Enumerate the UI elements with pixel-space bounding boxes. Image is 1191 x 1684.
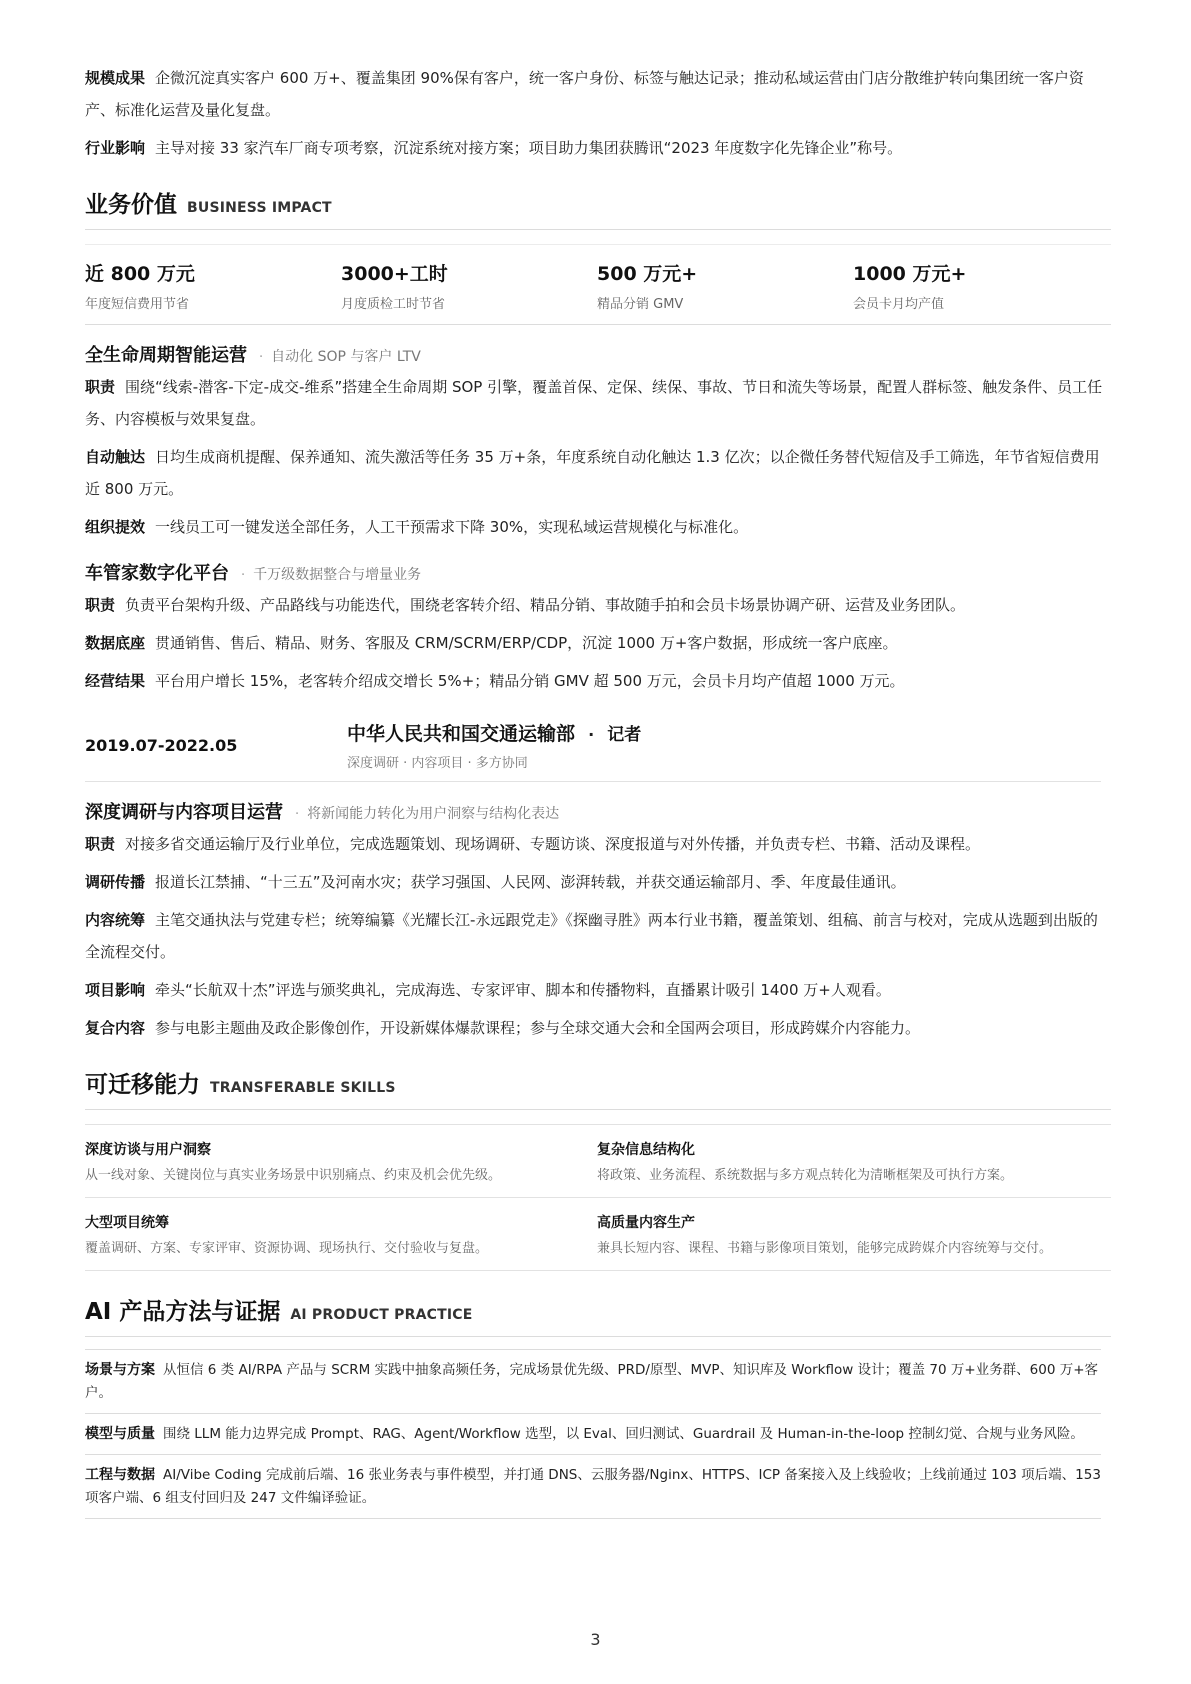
separator-dot: · <box>588 725 595 744</box>
item-label: 职责 <box>85 596 116 614</box>
item-label: 内容统筹 <box>85 911 146 929</box>
subsection-title-platform <box>85 559 1111 585</box>
research-item <box>85 828 1111 860</box>
industry-impact <box>85 132 1111 164</box>
subsection-desc: 千万级数据整合与增量业务 <box>253 567 422 583</box>
subsection-title-research <box>85 798 1111 824</box>
item-label: 调研传播 <box>85 873 146 891</box>
subsection-title-lifecycle <box>85 341 1111 367</box>
item-label: 数据底座 <box>85 634 146 652</box>
item-label: 行业影响 <box>85 139 146 157</box>
skill-desc: 兼具长短内容、课程、书籍与影像项目策划，能够完成跨媒介内容统筹与交付。 <box>597 1241 1053 1256</box>
section-title-en: BUSINESS IMPACT <box>187 200 332 216</box>
subsection-title: 全生命周期智能运营 <box>85 345 247 366</box>
item-text: 围绕“线索-潜客-下定-成交-维系”搭建全生命周期 SOP 引擎，覆盖首保、定保、续保、事故、节日和流失等场景，配置人群标签、触发条件、员工任务、内容模板与效果复盘。 <box>85 378 1103 428</box>
item-text: 平台用户增长 15%，老客转介绍成交增长 5%+；精品分销 GMV 超 500 万元，会员卡月均产值超 1000 万元。 <box>155 672 905 690</box>
metric-caption: 月度质检工时节省 <box>341 297 446 312</box>
metric-card <box>853 261 1109 312</box>
section-title-en: AI PRODUCT PRACTICE <box>290 1307 473 1323</box>
item-label: 组织提效 <box>85 518 146 536</box>
research-item <box>85 1012 1111 1044</box>
job-date: 2019.07-2022.05 <box>85 735 238 755</box>
item-text: 主导对接 33 家汽车厂商专项考察，沉淀系统对接方案；项目助力集团获腾讯“2023 年度数字化先锋企业”称号。 <box>155 139 903 157</box>
lifecycle-item <box>85 371 1111 435</box>
item-label: 场景与方案 <box>85 1362 155 1378</box>
item-text: 对接多省交通运输厅及行业单位，完成选题策划、现场调研、专题访谈、深度报道与对外传播，并负责专栏、书籍、活动及课程。 <box>125 835 981 853</box>
skill-desc: 覆盖调研、方案、专家评审、资源协调、现场执行、交付验收与复盘。 <box>85 1241 489 1256</box>
metric-value: 近 800 万元 <box>85 263 195 285</box>
skill-title: 高质量内容生产 <box>597 1215 695 1231</box>
research-item <box>85 904 1111 968</box>
item-label: 职责 <box>85 378 116 396</box>
item-text: 报道长江禁捕、“十三五”及河南水灾；获学习强国、人民网、澎湃转载，并获交通运输部月、季、年度最佳通讯。 <box>155 873 906 891</box>
metric-caption: 会员卡月均产值 <box>853 297 945 312</box>
scale-result <box>85 62 1111 126</box>
ai-item <box>85 1414 1101 1455</box>
item-text: 一线员工可一键发送全部任务，人工干预需求下降 30%，实现私域运营规模化与标准化。 <box>155 518 749 536</box>
page-number: 3 <box>590 1630 601 1649</box>
metric-caption: 精品分销 GMV <box>597 297 684 312</box>
item-text: 贯通销售、售后、精品、财务、客服及 CRM/SCRM/ERP/CDP，沉淀 1000 万+客户数据，形成统一客户底座。 <box>155 634 898 652</box>
section-title-business <box>85 186 1111 230</box>
skill-title: 大型项目统筹 <box>85 1215 169 1231</box>
item-label: 复合内容 <box>85 1019 146 1037</box>
item-label: 项目影响 <box>85 981 146 999</box>
page-content <box>85 62 1111 1519</box>
section-title-en: TRANSFERABLE SKILLS <box>210 1080 396 1096</box>
item-text: 牵头“长航双十杰”评选与颁奖典礼，完成海选、专家评审、脚本和传播物料，直播累计吸引 1400 万+人观看。 <box>155 981 891 999</box>
section-title-zh: AI 产品方法与证据 <box>85 1299 281 1325</box>
item-text: 参与电影主题曲及政企影像创作，开设新媒体爆款课程；参与全球交通大会和全国两会项目，形成跨媒介内容能力。 <box>155 1019 921 1037</box>
item-text: 围绕 LLM 能力边界完成 Prompt、RAG、Agent/Workflow 选型，以 Eval、回归测试、Guardrail 及 Human-in-the-loop 控制幻觉、合规与业务风险。 <box>163 1426 1084 1442</box>
section-title-ai <box>85 1293 1111 1337</box>
metric-card <box>85 261 341 312</box>
separator-dot: · <box>295 807 300 822</box>
subsection-desc: 将新闻能力转化为用户洞察与结构化表达 <box>307 806 560 822</box>
skill-card <box>597 1125 1111 1198</box>
item-label: 职责 <box>85 835 116 853</box>
item-text: 负责平台架构升级、产品路线与功能迭代，围绕老客转介绍、精品分销、事故随手拍和会员卡场景协调产研、运营及业务团队。 <box>125 596 966 614</box>
job-tags: 深度调研 · 内容项目 · 多方协同 <box>347 756 528 771</box>
skill-card <box>85 1198 597 1271</box>
separator-dot: · <box>259 350 264 365</box>
metric-value: 500 万元+ <box>597 263 698 285</box>
research-item <box>85 974 1111 1006</box>
subsection-title: 车管家数字化平台 <box>85 563 229 584</box>
item-text: 主笔交通执法与党建专栏；统筹编纂《光耀长江-永远跟党走》《探幽寻胜》两本行业书籍，覆盖策划、组稿、前言与校对，完成从选题到出版的全流程交付。 <box>85 911 1098 961</box>
item-label: 工程与数据 <box>85 1467 155 1483</box>
item-text: 从恒信 6 类 AI/RPA 产品与 SCRM 实践中抽象高频任务，完成场景优先级、PRD/原型、MVP、知识库及 Workflow 设计；覆盖 70 万+业务群、600 万+客户。 <box>85 1362 1099 1401</box>
job-org: 中华人民共和国交通运输部 <box>347 723 576 745</box>
item-label: 经营结果 <box>85 672 146 690</box>
skills-grid <box>85 1124 1111 1271</box>
platform-item <box>85 627 1111 659</box>
platform-item <box>85 665 1111 697</box>
skill-card <box>85 1125 597 1198</box>
item-label: 模型与质量 <box>85 1426 155 1442</box>
ai-item <box>85 1349 1101 1414</box>
skill-desc: 从一线对象、关键岗位与真实业务场景中识别痛点、约束及机会优先级。 <box>85 1168 502 1183</box>
skill-title: 复杂信息结构化 <box>597 1142 695 1158</box>
metric-card <box>597 261 853 312</box>
section-title-skills <box>85 1066 1111 1110</box>
metrics-row <box>85 244 1111 325</box>
platform-item <box>85 589 1111 621</box>
lifecycle-item <box>85 511 1111 543</box>
item-label: 自动触达 <box>85 448 146 466</box>
item-text: AI/Vibe Coding 完成前后端、16 张业务表与事件模型，并打通 DNS、云服务器/Nginx、HTTPS、ICP 备案接入及上线验收；上线前通过 103 项后端、153 项客户端、6 组支付回归及 247 文件编译验证。 <box>85 1467 1101 1506</box>
item-text: 日均生成商机提醒、保养通知、流失激活等任务 35 万+条，年度系统自动化触达 1.3 亿次；以企微任务替代短信及手工筛选，年节省短信费用近 800 万元。 <box>85 448 1100 498</box>
subsection-desc: 自动化 SOP 与客户 LTV <box>271 349 421 365</box>
skill-title: 深度访谈与用户洞察 <box>85 1142 211 1158</box>
lifecycle-item <box>85 441 1111 505</box>
metric-value: 3000+工时 <box>341 263 448 285</box>
section-title-zh: 可迁移能力 <box>85 1072 200 1098</box>
metric-card <box>341 261 597 312</box>
subsection-title: 深度调研与内容项目运营 <box>85 802 283 823</box>
item-text: 企微沉淀真实客户 600 万+、覆盖集团 90%保有客户，统一客户身份、标签与触达记录；推动私域运营由门店分散维护转向集团统一客户资产、标准化运营及量化复盘。 <box>85 69 1084 119</box>
separator-dot: · <box>241 568 246 583</box>
section-title-zh: 业务价值 <box>85 192 177 218</box>
ai-item <box>85 1455 1101 1519</box>
research-item <box>85 866 1111 898</box>
skill-desc: 将政策、业务流程、系统数据与多方观点转化为清晰框架及可执行方案。 <box>597 1168 1014 1183</box>
item-label: 规模成果 <box>85 69 146 87</box>
skill-card <box>597 1198 1111 1271</box>
job-header <box>85 719 1101 782</box>
metric-value: 1000 万元+ <box>853 263 967 285</box>
metric-caption: 年度短信费用节省 <box>85 297 190 312</box>
job-role: 记者 <box>607 725 642 745</box>
job-info <box>347 719 641 771</box>
